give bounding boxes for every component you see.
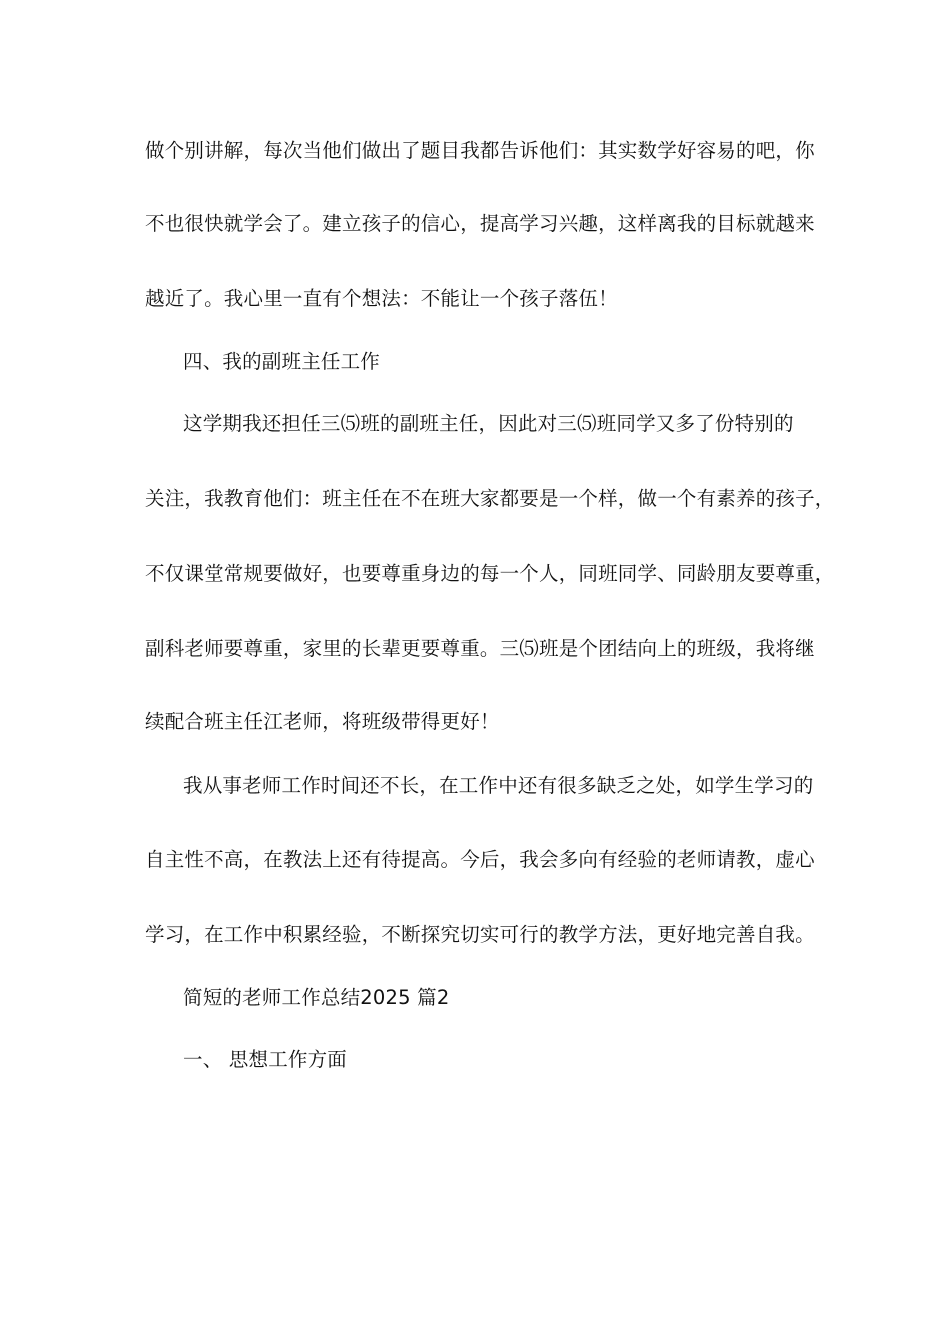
paragraph-line: 关注，我教育他们：班主任在不在班大家都要是一个样，做一个有素养的孩子， [145, 487, 835, 510]
paragraph-line: 越近了。我心里一直有个想法：不能让一个孩子落伍！ [145, 287, 618, 310]
paragraph-line: 副科老师要尊重，家里的长辈更要尊重。三⑸班是个团结向上的班级，我将继 [145, 637, 815, 660]
paragraph-line: 不仅课堂常规要做好，也要尊重身边的每一个人，同班同学、同龄朋友要尊重， [145, 562, 835, 585]
paragraph-line: 这学期我还担任三⑸班的副班主任，因此对三⑸班同学又多了份特别的 [183, 412, 794, 435]
document-subtitle: 简短的老师工作总结2025 篇2 [183, 986, 450, 1009]
paragraph-line: 做个别讲解，每次当他们做出了题目我都告诉他们：其实数学好容易的吧，你 [145, 139, 815, 162]
section-heading: 一、 思想工作方面 [183, 1048, 347, 1071]
paragraph-line: 续配合班主任江老师，将班级带得更好！ [145, 710, 500, 733]
paragraph-line: 我从事老师工作时间还不长，在工作中还有很多缺乏之处，如学生学习的 [183, 774, 814, 797]
paragraph-line: 自主性不高，在教法上还有待提高。今后，我会多向有经验的老师请教，虚心 [145, 848, 815, 871]
paragraph-line: 学习，在工作中积累经验，不断探究切实可行的教学方法，更好地完善自我。 [145, 923, 815, 946]
section-heading: 四、我的副班主任工作 [183, 350, 381, 373]
paragraph-line: 不也很快就学会了。建立孩子的信心，提高学习兴趣，这样离我的目标就越来 [145, 212, 815, 235]
